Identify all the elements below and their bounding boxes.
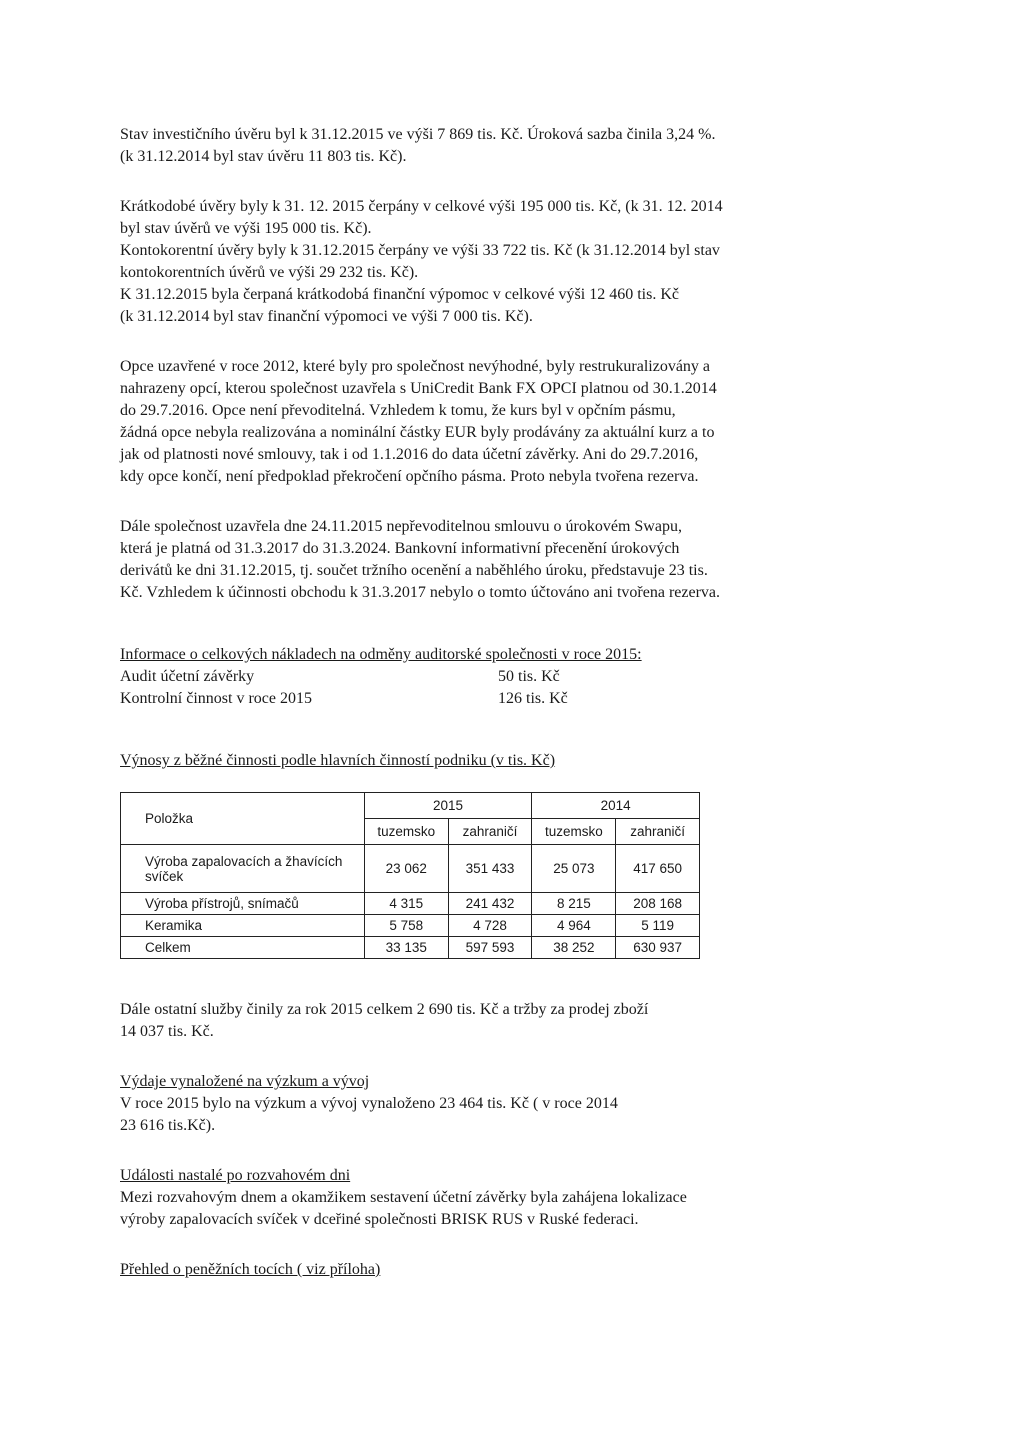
auditor-fees-section: [120, 644, 910, 710]
text-line: jak od platnosti nové smlouvy, tak i od 1.1.2016 do data účetní závěrky. Ani do 29.7.2016,: [120, 446, 699, 463]
revenue-table: [120, 792, 700, 959]
column-header-year: 2015: [364, 793, 532, 819]
auditor-fees-heading: Informace o celkových nákladech na odměny auditorské společnosti v roce 2015:: [120, 646, 642, 663]
text-line: která je platná od 31.3.2017 do 31.3.2024. Bankovní informativní přecenění úrokových: [120, 540, 680, 557]
cell-value: 417 650: [616, 845, 700, 893]
events-heading: Události nastalé po rozvahovém dni: [120, 1167, 351, 1184]
text-line: výroby zapalovacích svíček v dceřiné společnosti BRISK RUS v Ruské federaci.: [120, 1211, 639, 1228]
text-line: nahrazeny opcí, kterou společnost uzavřela s UniCredit Bank FX OPCI platnou od 30.1.2014: [120, 380, 717, 397]
text-line: kdy opce končí, není předpoklad překročení opčního pásma. Proto nebyla tvořena rezerva.: [120, 468, 699, 485]
cell-value: 5 758: [364, 915, 448, 937]
paragraph-short-term-loans: [120, 196, 910, 328]
cell-value: 597 593: [448, 937, 532, 959]
auditor-fee-row: [120, 666, 910, 688]
text-line: žádná opce nebyla realizována a nominální částky EUR byly prodávány za aktuální kurz a to: [120, 424, 715, 441]
row-label: Keramika: [121, 915, 365, 937]
cell-value: 4 315: [364, 893, 448, 915]
cell-value: 33 135: [364, 937, 448, 959]
table-row: [121, 915, 700, 937]
text-line: kontokorentních úvěrů ve výši 29 232 tis. Kč).: [120, 264, 419, 281]
text-line: Kontokorentní úvěry byly k 31.12.2015 čerpány ve výši 33 722 tis. Kč (k 31.12.2014 byl stav: [120, 242, 720, 259]
text-line: Dále společnost uzavřela dne 24.11.2015 nepřevoditelnou smlouvu o úrokovém Swapu,: [120, 518, 682, 535]
column-header-foreign: zahraničí: [448, 819, 532, 845]
table-header-row: [121, 793, 700, 819]
text-line: (k 31.12.2014 byl stav finanční výpomoci ve výši 7 000 tis. Kč).: [120, 308, 533, 325]
fee-value: 126 tis. Kč: [498, 690, 568, 707]
paragraph-investment-loan: [120, 124, 910, 168]
text-line: Stav investičního úvěru byl k 31.12.2015 ve výši 7 869 tis. Kč. Úroková sazba činila 3,24 %.: [120, 126, 716, 143]
text-line: derivátů ke dni 31.12.2015, tj. součet tržního ocenění a naběhlého úroku, představuje 23 tis.: [120, 562, 708, 579]
text-line: (k 31.12.2014 byl stav úvěru 11 803 tis. Kč).: [120, 148, 407, 165]
cell-value: 5 119: [616, 915, 700, 937]
revenue-section: [120, 750, 910, 959]
row-label: Výroba zapalovacích a žhavících svíček: [121, 845, 365, 893]
cell-value: 241 432: [448, 893, 532, 915]
cell-value: 38 252: [532, 937, 616, 959]
text-line: do 29.7.2016. Opce není převoditelná. Vzhledem k tomu, že kurs byl v opčním pásmu,: [120, 402, 676, 419]
cell-value: 4 964: [532, 915, 616, 937]
paragraph-swap: [120, 516, 910, 604]
cell-value: 630 937: [616, 937, 700, 959]
document-page: [120, 124, 910, 1281]
text-line: Dále ostatní služby činily za rok 2015 celkem 2 690 tis. Kč a tržby za prodej zboží: [120, 1001, 649, 1018]
cell-value: 23 062: [364, 845, 448, 893]
text-line: Opce uzavřené v roce 2012, které byly pro společnost nevýhodné, byly restrukuralizovány a: [120, 358, 711, 375]
events-section: [120, 1165, 910, 1231]
text-line: Kč. Vzhledem k účinnosti obchodu k 31.3.2017 nebylo o tomto účtováno ani tvořena rezerva.: [120, 584, 720, 601]
text-line: V roce 2015 bylo na výzkum a vývoj vynaloženo 23 464 tis. Kč ( v roce 2014: [120, 1095, 618, 1112]
table-row: [121, 845, 700, 893]
text-line: Mezi rozvahovým dnem a okamžikem sestavení účetní závěrky byla zahájena lokalizace: [120, 1189, 687, 1206]
fee-value: 50 tis. Kč: [498, 668, 560, 685]
research-heading: Výdaje vynaložené na výzkum a vývoj: [120, 1073, 370, 1090]
column-header-item: Položka: [121, 793, 365, 845]
text-line: 23 616 tis.Kč).: [120, 1117, 216, 1134]
table-row-total: [121, 937, 700, 959]
column-header-domestic: tuzemsko: [364, 819, 448, 845]
paragraph-other-services: [120, 999, 910, 1043]
paragraph-options: [120, 356, 910, 488]
auditor-fee-row: [120, 688, 910, 710]
text-line: byl stav úvěrů ve výši 195 000 tis. Kč).: [120, 220, 372, 237]
cell-value: 4 728: [448, 915, 532, 937]
cell-value: 8 215: [532, 893, 616, 915]
cashflow-heading: Přehled o peněžních tocích ( viz příloha): [120, 1261, 381, 1278]
table-row: [121, 893, 700, 915]
row-label: Výroba přístrojů, snímačů: [121, 893, 365, 915]
cashflow-section: [120, 1259, 910, 1281]
fee-label: Kontrolní činnost v roce 2015: [120, 690, 312, 707]
revenue-heading: Výnosy z běžné činnosti podle hlavních činností podniku (v tis. Kč): [120, 752, 556, 769]
column-header-year: 2014: [532, 793, 700, 819]
cell-value: 208 168: [616, 893, 700, 915]
text-line: Krátkodobé úvěry byly k 31. 12. 2015 čerpány v celkové výši 195 000 tis. Kč, (k 31. 12. 2014: [120, 198, 723, 215]
row-label: Celkem: [121, 937, 365, 959]
cell-value: 25 073: [532, 845, 616, 893]
cell-value: 351 433: [448, 845, 532, 893]
text-line: 14 037 tis. Kč.: [120, 1023, 214, 1040]
fee-label: Audit účetní závěrky: [120, 668, 255, 685]
column-header-domestic: tuzemsko: [532, 819, 616, 845]
text-line: K 31.12.2015 byla čerpaná krátkodobá finanční výpomoc v celkové výši 12 460 tis. Kč: [120, 286, 679, 303]
research-section: [120, 1071, 910, 1137]
column-header-foreign: zahraničí: [616, 819, 700, 845]
